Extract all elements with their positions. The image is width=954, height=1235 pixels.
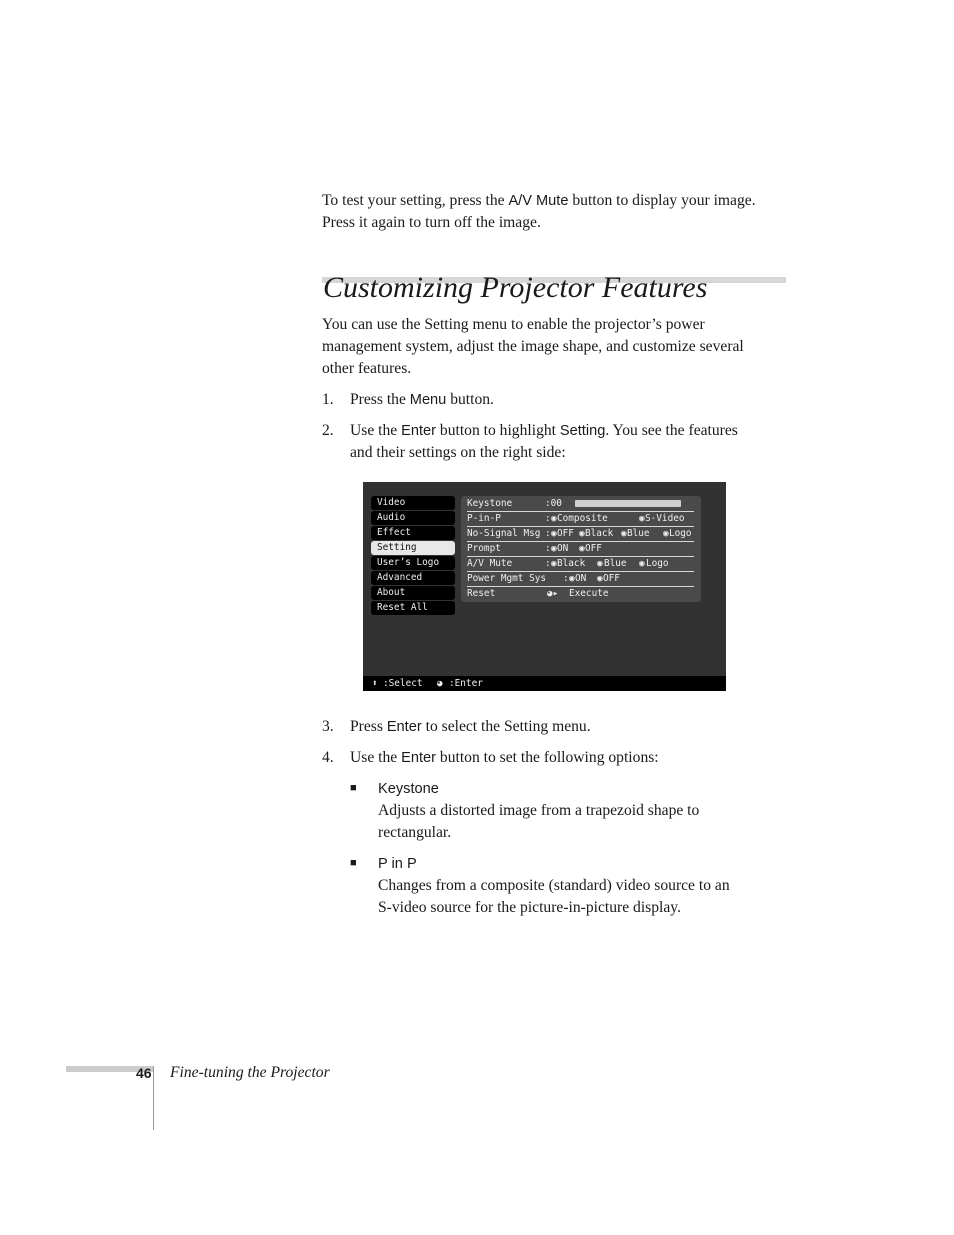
step-text: Use the [350, 749, 402, 766]
row-colon: : [545, 543, 551, 554]
menu-item-users-logo: User’s Logo [371, 556, 455, 570]
desc-line: S-video source for the picture-in-picture display. [378, 899, 681, 916]
row-option: OFF [557, 528, 574, 539]
step-text: to select the Setting menu. [421, 718, 591, 735]
radio-icon: ◉ [551, 543, 557, 554]
row-power-mgmt [467, 572, 694, 587]
enter-key: Enter [386, 719, 422, 735]
footer-enter: :Enter [449, 678, 483, 689]
radio-icon: ◉ [639, 513, 645, 524]
radio-icon: ◉ [579, 543, 585, 554]
row-colon: : [545, 528, 551, 539]
radio-icon: ◉ [639, 558, 645, 569]
keystone-slider [575, 500, 681, 507]
option-desc-pinp [378, 875, 778, 919]
row-colon: : [563, 573, 569, 584]
option-title-keystone: Keystone [378, 781, 439, 797]
row-value: :00 [545, 498, 562, 509]
row-option: ON [557, 543, 569, 554]
row-option: S-Video [645, 513, 685, 524]
projector-menu-screenshot [363, 482, 726, 691]
row-no-signal [467, 527, 694, 542]
menu-item-setting: Setting [371, 541, 455, 555]
row-colon: : [545, 558, 551, 569]
row-keystone [467, 497, 694, 512]
radio-icon: ◉ [551, 513, 557, 524]
menu-item-video: Video [371, 496, 455, 510]
row-option: OFF [603, 573, 620, 584]
menu-key: Menu [409, 392, 447, 408]
row-label: No-Signal Msg [467, 528, 541, 539]
row-value: Execute [569, 588, 609, 599]
step-3 [322, 716, 792, 738]
av-mute-key: A/V Mute [508, 193, 569, 209]
row-label: Keystone [467, 498, 513, 509]
intro-paragraph [322, 190, 792, 234]
page-number: 46 [136, 1065, 152, 1081]
row-option: Composite [557, 513, 608, 524]
menu-item-reset-all: Reset All [371, 601, 455, 615]
chapter-title: Fine-tuning the Projector [170, 1064, 330, 1081]
radio-icon: ◉ [551, 528, 557, 539]
enter-icon: ◕ [437, 678, 443, 689]
row-option: Blue [604, 558, 627, 569]
intro-text: button to display your image. [568, 192, 756, 209]
radio-icon: ◉ [569, 573, 575, 584]
step-text: Use the [350, 422, 402, 439]
step-text: button to highlight [436, 422, 560, 439]
enter-key: Enter [401, 750, 436, 766]
row-label: Prompt [467, 543, 501, 554]
step-text: button to set the following options: [436, 749, 659, 766]
step-text: . You see the features [605, 422, 738, 439]
footer-divider [153, 1066, 154, 1130]
row-reset [467, 587, 694, 601]
step-number: 2. [322, 422, 334, 439]
bullet-icon: ■ [350, 782, 357, 794]
menu-item-audio: Audio [371, 511, 455, 525]
row-label: Reset [467, 588, 496, 599]
row-label: Power Mgmt Sys [467, 573, 547, 584]
row-option: ON [575, 573, 587, 584]
footer-select: :Select [383, 678, 423, 689]
radio-icon: ◉ [663, 528, 669, 539]
step-number: 1. [322, 391, 334, 408]
option-desc-keystone [378, 800, 778, 844]
main-menu [371, 496, 455, 616]
row-option: Blue [627, 528, 650, 539]
row-option: OFF [585, 543, 602, 554]
row-colon: : [545, 513, 551, 524]
step-2 [322, 420, 792, 464]
step-number: 4. [322, 749, 334, 766]
para-line: other features. [322, 360, 412, 377]
radio-icon: ◉ [597, 558, 603, 569]
menu-item-about: About [371, 586, 455, 600]
step-1 [322, 389, 792, 411]
row-label: A/V Mute [467, 558, 513, 569]
step-text: Press the [350, 391, 410, 408]
step-text: button. [446, 391, 494, 408]
step-text: Press [350, 718, 387, 735]
section-title: Customizing Projector Features [323, 271, 708, 304]
enter-key: Enter [401, 423, 436, 439]
step-number: 3. [322, 718, 334, 735]
radio-icon: ◉ [579, 528, 585, 539]
intro-text: To test your setting, press the [322, 192, 509, 209]
enter-icon: ◕▸ [547, 588, 559, 599]
row-option: Logo [669, 528, 692, 539]
step-text: and their settings on the right side: [350, 444, 566, 461]
settings-panel [461, 496, 701, 602]
desc-line: Changes from a composite (standard) video source to an [378, 877, 730, 894]
setting-key: Setting [559, 423, 606, 439]
row-option: Black [557, 558, 586, 569]
row-option: Black [585, 528, 614, 539]
bullet-icon: ■ [350, 857, 357, 869]
menu-item-advanced: Advanced [371, 571, 455, 585]
menu-item-effect: Effect [371, 526, 455, 540]
desc-line: rectangular. [378, 824, 452, 841]
radio-icon: ◉ [621, 528, 627, 539]
section-paragraph [322, 314, 792, 380]
row-pinp [467, 512, 694, 527]
row-prompt [467, 542, 694, 557]
step-4 [322, 747, 792, 769]
row-label: P-in-P [467, 513, 501, 524]
para-line: You can use the Setting menu to enable the projector’s power [322, 316, 705, 333]
updown-arrow-icon: ⬍ [372, 678, 378, 689]
para-line: management system, adjust the image shape, and customize several [322, 338, 744, 355]
radio-icon: ◉ [597, 573, 603, 584]
menu-footer [363, 676, 726, 691]
radio-icon: ◉ [551, 558, 557, 569]
intro-text: Press it again to turn off the image. [322, 214, 541, 231]
desc-line: Adjusts a distorted image from a trapezoid shape to [378, 802, 700, 819]
row-option: Logo [646, 558, 669, 569]
option-title-pinp: P in P [378, 856, 417, 872]
row-av-mute [467, 557, 694, 572]
